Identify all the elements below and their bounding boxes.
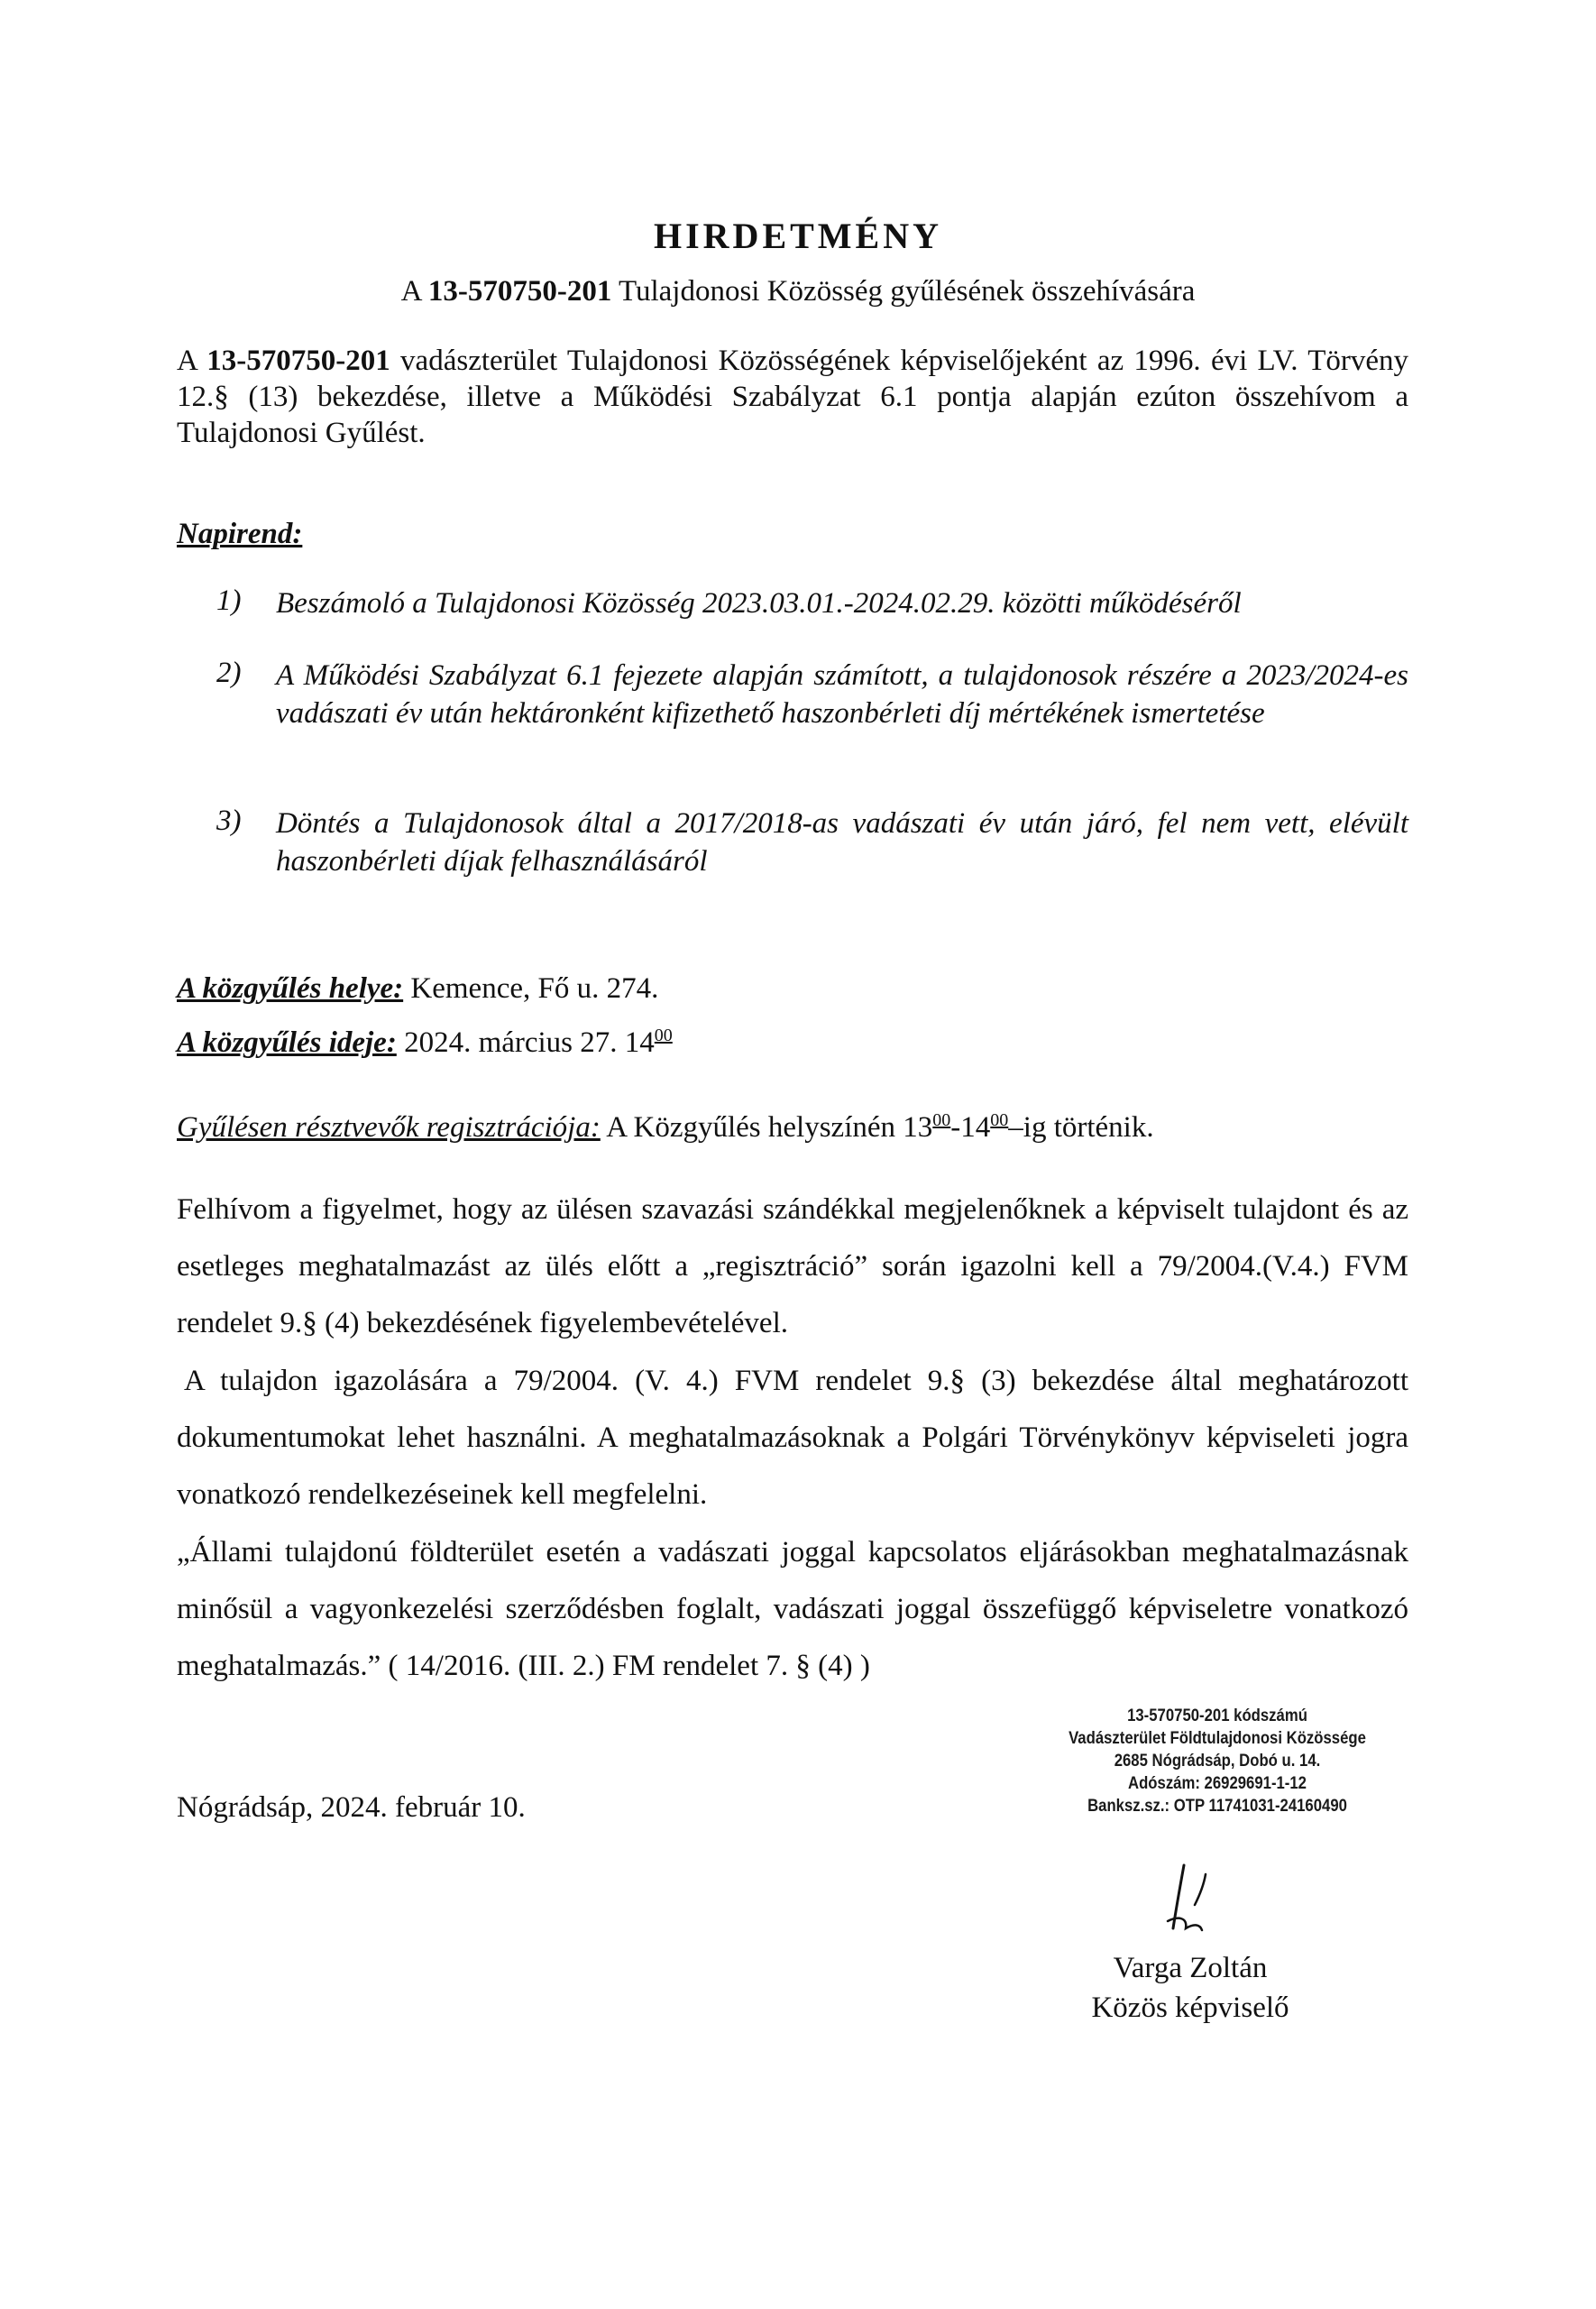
stamp-line: 13-570750-201 kódszámú [1127,1706,1307,1725]
agenda-item-text: Döntés a Tulajdonosok által a 2017/2018-as vadászati év után járó, fel nem vett, elévült haszonbérleti díjak felhasználásáról [276,807,1408,878]
handwritten-signature [1159,1858,1231,1939]
signer-role: Közös képviselő [1091,1992,1289,2024]
subtitle-suffix: Tulajdonosi Közösség gyűlésének összehívására [611,275,1196,308]
notice-paragraph-2: A tulajdon igazolására a 79/2004. (V. 4.) FVM rendelet 9.§ (3) bekezdése által meghatározott dokumentumokat lehet használni. A meghatalmazásoknak a Polgári Törvénykönyv képviseleti jogra vonatkozó rendelkezéseinek kell megfelelni. [177,1365,1408,1511]
signer-name: Varga Zoltán [1113,1952,1268,1984]
agenda-item-text: A Működési Szabályzat 6.1 fejezete alapján számított, a tulajdonosok részére a 2023/2024-es vadászati év után hektáronként kifizethető haszonbérleti díj mértékének ismertetése [276,659,1408,730]
agenda-item-number: 1) [216,584,242,617]
subtitle-code: 13-570750-201 [427,275,612,308]
registration-sup-2: 00 [990,1110,1009,1130]
document-subtitle [0,275,1596,308]
signer-block [1028,1948,1353,2028]
stamp-line: Vadászterület Földtulajdonosi Közössége [1069,1729,1366,1748]
registration-label: Gyűlésen résztvevők regisztrációja: [177,1111,601,1144]
meeting-place-value: Kemence, Fő u. 274. [403,972,659,1005]
meeting-time [177,1026,1408,1060]
registration-sup-1: 00 [932,1110,951,1130]
intro-paragraph [177,343,1408,451]
subtitle-prefix: A [400,275,428,308]
notice-paragraph-3: „Állami tulajdonú földterület esetén a vadászati joggal kapcsolatos eljárásokban meghatalmazásnak minősül a vagyonkezelési szerződésben foglalt, vadászati joggal összefüggő képviseletre vonatkozó meghatalmazás.” ( 14/2016. (III. 2.) FM rendelet 7. § (4) ) [177,1536,1408,1682]
intro-prefix: A [177,345,207,377]
stamp-line: Banksz.sz.: OTP 11741031-24160490 [1087,1797,1347,1816]
meeting-place-label: A közgyűlés helye: [177,972,404,1005]
agenda-item-1 [216,584,1408,622]
meeting-place [177,972,1408,1006]
stamp-line: Adószám: 26929691-1-12 [1128,1774,1307,1793]
agenda-item-3 [216,805,1408,880]
document-title: HIRDETMÉNY [653,216,943,256]
registration-text-1: A Közgyűlés helyszínén 13 [600,1111,933,1144]
notice-paragraph-1: Felhívom a figyelmet, hogy az ülésen szavazási szándékkal megjelenőknek a képviselt tulajdont és az esetleges meghatalmazást az ülés előtt a „regisztráció” során igazolni kell a 79/2004.(V.4.) FVM rendelet 9.§ (4) bekezdésének figyelembevételével. [177,1193,1408,1339]
registration-text-2: -14 [950,1111,991,1144]
intro-code: 13-570750-201 [206,345,390,377]
organization-stamp [1019,1705,1416,1817]
registration-line [177,1111,1408,1145]
place-and-date: Nógrádsáp, 2024. február 10. [177,1791,526,1824]
agenda-item-number: 3) [216,805,242,837]
agenda-item-number: 2) [216,657,242,689]
agenda-item-text: Beszámoló a Tulajdonosi Közösség 2023.03.01.-2024.02.29. közötti működéséről [276,587,1242,620]
agenda-item-2 [216,657,1408,732]
meeting-time-value: 2024. március 27. 14 [396,1026,655,1059]
agenda-heading: Napirend: [177,518,303,550]
registration-text-3: –ig történik. [1008,1111,1154,1144]
meeting-time-label: A közgyűlés ideje: [177,1026,397,1059]
meeting-time-minutes: 00 [654,1026,673,1045]
stamp-line: 2685 Nógrádsáp, Dobó u. 14. [1114,1752,1321,1771]
intro-text: vadászterület Tulajdonosi Közösségének képviselőjeként az 1996. évi LV. Törvény 12.§ (13) bekezdése, illetve a Működési Szabályzat 6.1 pontja alapján ezúton összehívom a Tulajdonosi Gyűlést. [177,345,1408,449]
